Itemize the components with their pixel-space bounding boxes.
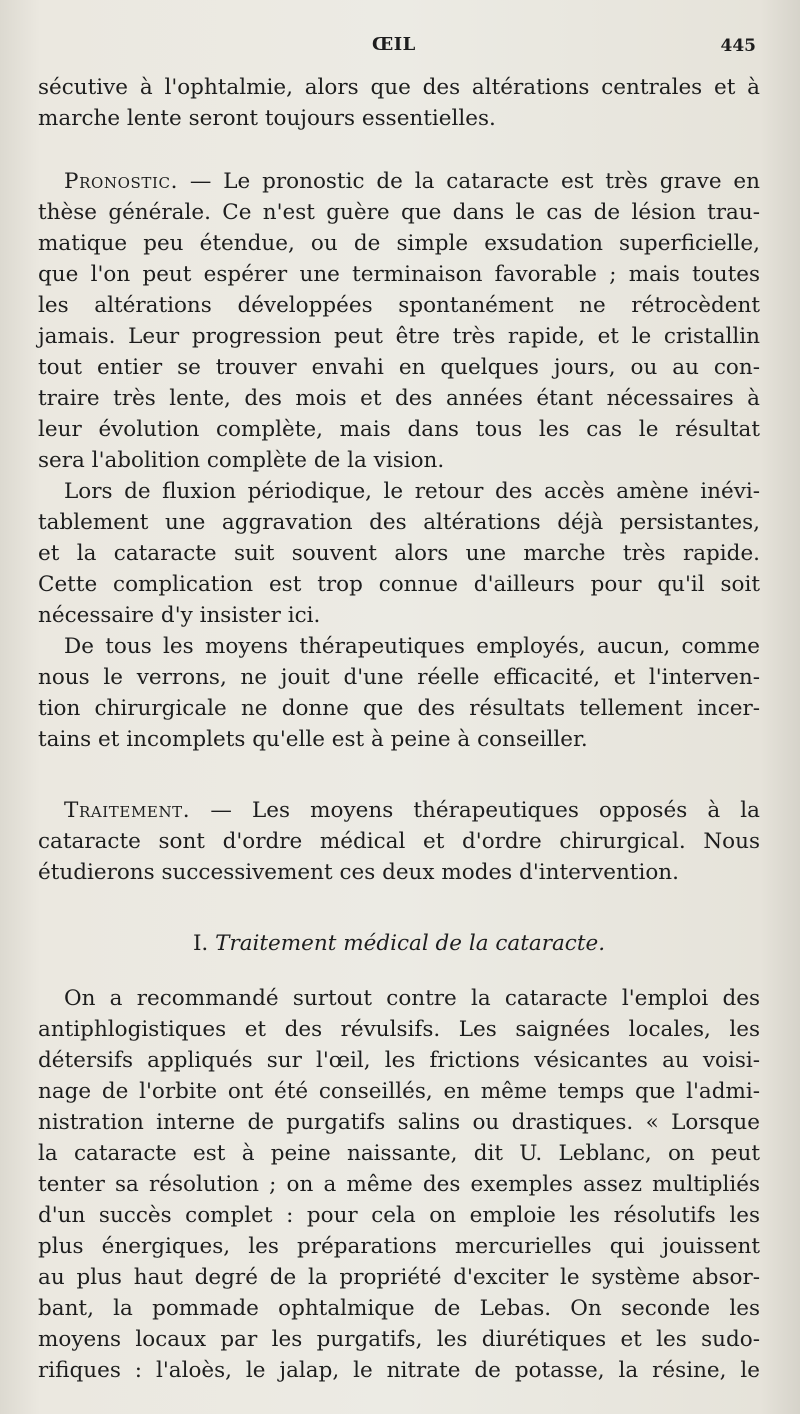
text-line: nous le verrons, ne jouit d'une réelle efficacité, et l'interven- [38, 665, 760, 690]
text-line: et la cataracte suit souvent alors une marche très rapide. [38, 541, 760, 566]
text-line: leur évolution complète, mais dans tous les cas le résultat [38, 417, 760, 442]
text-line: les altérations développées spontanément ne rétrocèdent [38, 293, 760, 318]
paragraph-traitement [38, 795, 760, 888]
text-line: tion chirurgicale ne donne que des résultats tellement incer- [38, 696, 760, 721]
text-line: nistration interne de purgatifs salins ou drastiques. « Lorsque [38, 1110, 760, 1135]
traitement-label: Traitement. [64, 798, 191, 823]
running-head [40, 34, 756, 62]
text-line: rifiques : l'aloès, le jalap, le nitrate de potasse, la résine, le [38, 1358, 760, 1383]
running-head-title: ŒIL [372, 34, 416, 55]
text-line: au plus haut degré de la propriété d'exciter le système absor- [38, 1265, 760, 1290]
paragraph-fluxion [38, 476, 760, 631]
text-line: la cataracte est à peine naissante, dit U. Leblanc, on peut [38, 1141, 760, 1166]
text-line: moyens locaux par les purgatifs, les diurétiques et les sudo- [38, 1327, 760, 1352]
text-line: détersifs appliqués sur l'œil, les frictions vésicantes au voisi- [38, 1048, 760, 1073]
paragraph-moyens [38, 631, 760, 755]
text-line: plus énergiques, les préparations mercurielles qui jouissent [38, 1234, 760, 1259]
text-line: traire très lente, des mois et des années étant nécessaires à [38, 386, 760, 411]
text-line: cataracte sont d'ordre médical et d'ordre chirurgical. Nous [38, 829, 760, 854]
text-line: De tous les moyens thérapeutiques employés, aucun, comme [64, 634, 760, 659]
text-line [38, 166, 760, 197]
traitement-line-rest: — Les moyens thérapeutiques opposés à la [190, 798, 760, 823]
text-line: sécutive à l'ophtalmie, alors que des altérations centrales et à [38, 75, 760, 100]
text-line: tablement une aggravation des altérations déjà persistantes, [38, 510, 760, 535]
text-line: sera l'abolition complète de la vision. [38, 448, 445, 473]
text-line: tains et incomplets qu'elle est à peine à conseiller. [38, 727, 588, 752]
text-line: nage de l'orbite ont été conseillés, en même temps que l'admi- [38, 1079, 760, 1104]
pronostic-line-rest: — Le pronostic de la cataracte est très grave en [178, 169, 760, 194]
text-line: tenter sa résolution ; on a même des exemples assez multipliés [38, 1172, 760, 1197]
text-line: que l'on peut espérer une terminaison favorable ; mais toutes [38, 262, 760, 287]
section-title: Traitement médical de la cataracte. [215, 931, 606, 956]
text-line: tout entier se trouver envahi en quelques jours, ou au con- [38, 355, 760, 380]
section-number: I. [192, 931, 209, 956]
body-text [38, 72, 760, 1386]
text-line: marche lente seront toujours essentielles. [38, 106, 496, 131]
text-line: nécessaire d'y insister ici. [38, 603, 321, 628]
pronostic-label: Pronostic. [64, 169, 178, 194]
text-line: bant, la pommade ophtalmique de Lebas. On seconde les [38, 1296, 760, 1321]
text-line: d'un succès complet : pour cela on emploie les résolutifs les [38, 1203, 760, 1228]
section-heading [38, 928, 760, 959]
paragraph-recommande [38, 983, 760, 1386]
text-line: antiphlogistiques et des révulsifs. Les saignées locales, les [38, 1017, 760, 1042]
text-line: thèse générale. Ce n'est guère que dans le cas de lésion trau- [38, 200, 760, 225]
text-line: Cette complication est trop connue d'ailleurs pour qu'il soit [38, 572, 760, 597]
text-line [38, 795, 760, 826]
text-line: jamais. Leur progression peut être très rapide, et le cristallin [38, 324, 760, 349]
page-number: 445 [720, 36, 756, 56]
text-line: matique peu étendue, ou de simple exsudation superficielle, [38, 231, 760, 256]
text-line: étudierons successivement ces deux modes d'intervention. [38, 860, 679, 885]
text-line: Lors de fluxion périodique, le retour des accès amène inévi- [64, 479, 760, 504]
paragraph-pronostic [38, 166, 760, 476]
paragraph-continuation [38, 72, 760, 134]
text-line: On a recommandé surtout contre la cataracte l'emploi des [64, 986, 760, 1011]
